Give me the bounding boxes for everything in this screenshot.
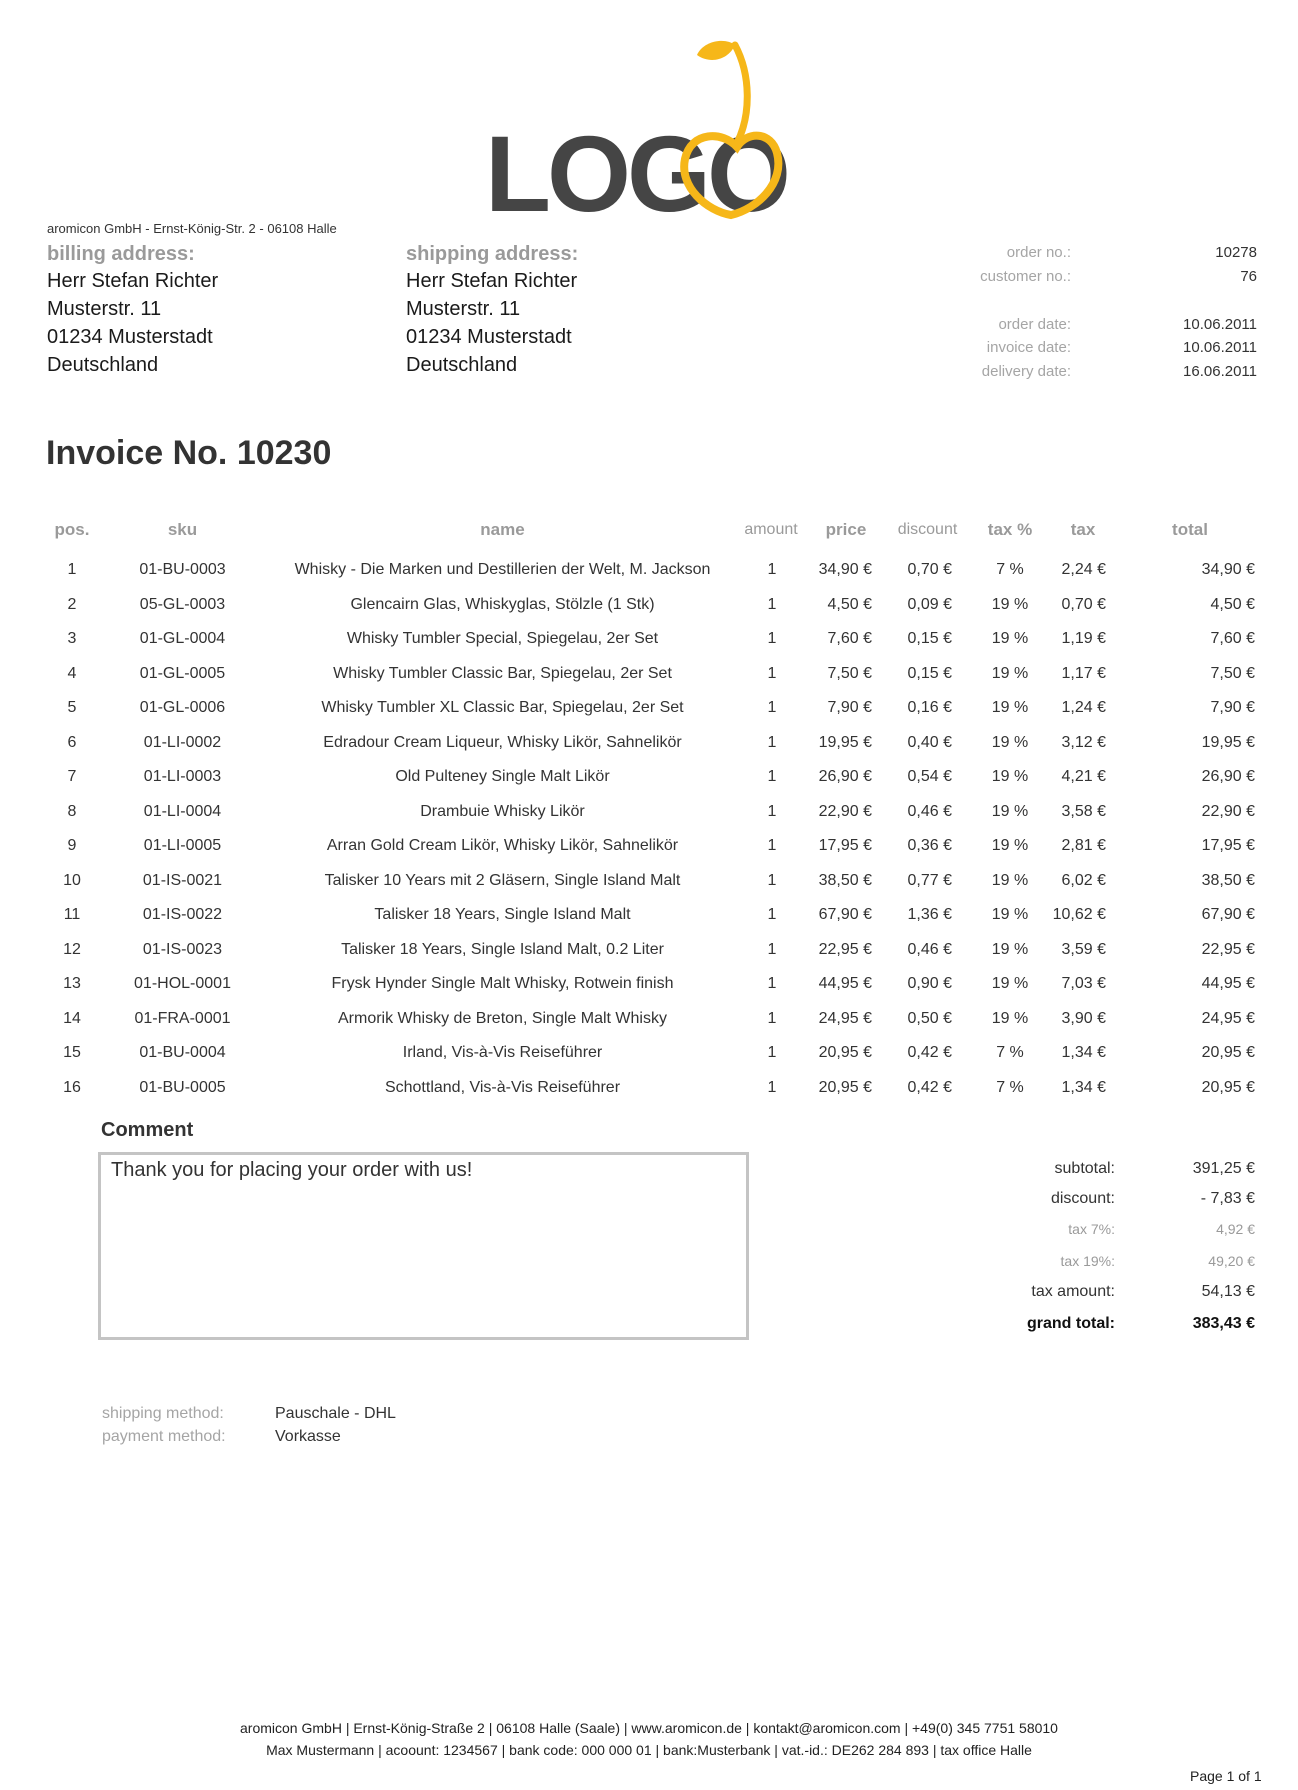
- row-tax-percent: 19 %: [991, 699, 1029, 716]
- page-number: Page 1 of 1: [1190, 1768, 1262, 1784]
- row-name: Armorik Whisky de Breton, Single Malt Whisky: [338, 1009, 667, 1027]
- row-sku: 01-HOL-0001: [134, 975, 231, 992]
- row-tax-percent: 19 %: [991, 733, 1029, 751]
- delivery-date-value: 16.06.2011: [1183, 363, 1257, 380]
- row-sku: 01-LI-0002: [143, 733, 222, 751]
- row-pos: 8: [67, 802, 77, 820]
- grand-total-label: grand total:: [1027, 1315, 1115, 1332]
- row-price: 26,90 €: [818, 768, 872, 785]
- row-tax-percent: 7 %: [996, 1078, 1024, 1096]
- row-discount: 0,40 €: [907, 733, 952, 751]
- row-price: 7,60 €: [827, 630, 872, 647]
- row-tax-percent: 19 %: [991, 595, 1029, 613]
- cherry-leaf-icon: [697, 41, 735, 60]
- row-price: 67,90 €: [818, 906, 872, 923]
- col-header-price: price: [825, 520, 867, 539]
- row-tax-percent: 19 %: [991, 871, 1029, 889]
- row-tax: 7,03 €: [1061, 975, 1106, 992]
- row-amount: 1: [767, 664, 777, 682]
- row-price: 22,90 €: [818, 802, 872, 820]
- row-name: Drambuie Whisky Likör: [420, 802, 585, 820]
- row-total: 24,95 €: [1201, 1009, 1255, 1027]
- row-discount: 0,16 €: [907, 699, 952, 716]
- shipping-line: Musterstr. 11: [406, 298, 521, 320]
- row-price: 20,95 €: [818, 1044, 872, 1061]
- row-tax-percent: 19 %: [991, 630, 1029, 647]
- col-header-amount: amount: [744, 521, 798, 538]
- grand-total-value: 383,43 €: [1192, 1315, 1255, 1332]
- row-pos: 2: [67, 595, 77, 613]
- row-sku: 01-BU-0003: [139, 561, 226, 578]
- table-row: [0, 630, 1298, 660]
- customer-no-value: 76: [1240, 268, 1257, 285]
- row-pos: 7: [67, 768, 77, 785]
- row-discount: 0,46 €: [907, 940, 952, 958]
- order-date-value: 10.06.2011: [1183, 316, 1257, 333]
- row-sku: 01-LI-0004: [143, 802, 222, 820]
- row-price: 7,50 €: [827, 664, 872, 682]
- table-row: [0, 768, 1298, 798]
- row-total: 4,50 €: [1210, 595, 1255, 613]
- row-total: 20,95 €: [1201, 1044, 1255, 1061]
- table-row: [0, 561, 1298, 591]
- row-total: 20,95 €: [1201, 1078, 1255, 1096]
- company-logo: [485, 35, 825, 220]
- row-amount: 1: [767, 733, 777, 751]
- tax19-value: 49,20 €: [1208, 1253, 1255, 1269]
- row-tax: 3,59 €: [1061, 940, 1106, 958]
- row-pos: 9: [67, 837, 77, 854]
- row-pos: 10: [63, 871, 81, 889]
- row-total: 38,50 €: [1201, 871, 1255, 889]
- table-row: [0, 906, 1298, 936]
- subtotal-value: 391,25 €: [1192, 1160, 1255, 1177]
- sender-line: aromicon GmbH - Ernst-König-Str. 2 - 06108 Halle: [47, 221, 337, 236]
- row-price: 22,95 €: [818, 940, 872, 958]
- order-no-value: 10278: [1215, 244, 1257, 261]
- row-total: 34,90 €: [1201, 561, 1255, 578]
- row-sku: 01-GL-0004: [139, 630, 226, 647]
- row-sku: 01-IS-0023: [142, 940, 223, 958]
- row-tax-percent: 19 %: [991, 940, 1029, 958]
- row-tax: 3,12 €: [1061, 733, 1106, 751]
- row-amount: 1: [767, 1078, 777, 1096]
- table-row: [0, 699, 1298, 729]
- invoice-title: Invoice No. 10230: [46, 434, 332, 472]
- row-price: 44,95 €: [818, 975, 872, 992]
- tax7-value: 4,92 €: [1216, 1221, 1255, 1237]
- row-name: Schottland, Vis-à-Vis Reiseführer: [384, 1078, 621, 1096]
- row-sku: 01-BU-0004: [139, 1044, 226, 1061]
- table-row: [0, 596, 1298, 626]
- row-sku: 01-IS-0021: [142, 871, 223, 889]
- row-pos: 11: [63, 906, 81, 923]
- discount-label: discount:: [1050, 1190, 1115, 1207]
- row-name: Irland, Vis-à-Vis Reiseführer: [402, 1044, 603, 1061]
- row-sku: 01-GL-0006: [139, 699, 226, 716]
- table-row: [0, 665, 1298, 695]
- subtotal-label: subtotal:: [1054, 1160, 1115, 1177]
- footer-line-2: Max Mustermann | acoount: 1234567 | bank code: 000 000 01 | bank:Musterbank | vat.-id.: DE262 284 893 | tax office Halle: [266, 1742, 1032, 1758]
- tax19-label: tax 19%:: [1060, 1253, 1115, 1269]
- row-amount: 1: [767, 630, 777, 647]
- row-total: 7,50 €: [1210, 664, 1255, 682]
- row-discount: 0,77 €: [907, 871, 952, 889]
- row-discount: 0,90 €: [907, 975, 952, 992]
- row-pos: 3: [67, 630, 77, 647]
- row-amount: 1: [767, 768, 777, 785]
- discount-value: - 7,83 €: [1200, 1190, 1255, 1207]
- row-amount: 1: [767, 871, 777, 889]
- row-name: Arran Gold Cream Likör, Whisky Likör, Sahnelikör: [326, 837, 679, 854]
- row-total: 22,95 €: [1201, 940, 1255, 958]
- row-total: 7,60 €: [1210, 630, 1255, 647]
- row-discount: 0,50 €: [907, 1009, 952, 1027]
- row-tax: 2,81 €: [1061, 837, 1106, 854]
- row-amount: 1: [767, 975, 777, 992]
- billing-line: Herr Stefan Richter: [47, 270, 219, 292]
- row-amount: 1: [767, 940, 777, 958]
- row-price: 34,90 €: [818, 561, 872, 578]
- comment-box: [98, 1152, 749, 1340]
- row-name: Whisky Tumbler Special, Spiegelau, 2er Set: [346, 630, 659, 647]
- table-row: [0, 1010, 1298, 1040]
- col-header-discount: discount: [897, 521, 958, 538]
- row-tax: 2,24 €: [1061, 561, 1106, 578]
- row-price: 7,90 €: [827, 699, 872, 716]
- row-name: Edradour Cream Liqueur, Whisky Likör, Sahnelikör: [323, 733, 682, 751]
- comment-heading: Comment: [101, 1119, 194, 1141]
- row-tax-percent: 19 %: [991, 975, 1029, 992]
- row-price: 17,95 €: [818, 837, 872, 854]
- row-tax: 1,34 €: [1061, 1044, 1106, 1061]
- shipping-line: Deutschland: [406, 354, 518, 376]
- table-row: [0, 837, 1298, 867]
- row-price: 4,50 €: [827, 595, 872, 613]
- tax-amount-label: tax amount:: [1031, 1283, 1115, 1300]
- footer-line-1: aromicon GmbH | Ernst-König-Straße 2 | 06108 Halle (Saale) | www.aromicon.de | kontakt@aromicon.com | +49(0) 345 7751 58010: [240, 1720, 1058, 1736]
- customer-no-label: customer no.:: [980, 268, 1071, 285]
- tax-amount-value: 54,13 €: [1201, 1283, 1255, 1300]
- delivery-date-label: delivery date:: [981, 363, 1071, 380]
- row-discount: 0,42 €: [907, 1044, 952, 1061]
- row-name: Whisky - Die Marken und Destillerien der Welt, M. Jackson: [294, 561, 711, 578]
- table-row: [0, 734, 1298, 764]
- row-discount: 0,46 €: [907, 802, 952, 820]
- row-tax: 10,62 €: [1052, 906, 1106, 923]
- table-row: [0, 941, 1298, 971]
- row-tax-percent: 19 %: [991, 768, 1029, 785]
- row-discount: 0,54 €: [907, 768, 952, 785]
- row-sku: 05-GL-0003: [139, 595, 226, 613]
- row-discount: 1,36 €: [907, 906, 952, 923]
- billing-line: 01234 Musterstadt: [47, 326, 213, 348]
- row-pos: 5: [67, 699, 77, 716]
- row-amount: 1: [767, 561, 777, 578]
- col-header-pos: pos.: [54, 520, 90, 539]
- row-tax: 1,24 €: [1061, 699, 1106, 716]
- row-pos: 14: [63, 1009, 81, 1027]
- row-discount: 0,09 €: [907, 595, 952, 613]
- comment-text: Thank you for placing your order with us!: [111, 1159, 473, 1181]
- row-sku: 01-BU-0005: [139, 1078, 226, 1096]
- shipping-method-value: Pauschale - DHL: [275, 1405, 396, 1422]
- row-price: 20,95 €: [818, 1078, 872, 1096]
- shipping-line: Herr Stefan Richter: [406, 270, 578, 292]
- row-total: 44,95 €: [1201, 975, 1255, 992]
- row-amount: 1: [767, 1009, 777, 1027]
- row-sku: 01-LI-0005: [143, 837, 222, 854]
- row-pos: 6: [67, 733, 77, 751]
- col-header-name: name: [480, 520, 525, 539]
- row-name: Talisker 18 Years, Single Island Malt, 0.2 Liter: [341, 940, 664, 958]
- row-total: 26,90 €: [1201, 768, 1255, 785]
- row-tax-percent: 19 %: [991, 906, 1029, 923]
- shipping-method-label: shipping method:: [102, 1405, 224, 1422]
- row-tax: 6,02 €: [1061, 871, 1106, 889]
- row-discount: 0,36 €: [907, 837, 952, 854]
- row-name: Frysk Hynder Single Malt Whisky, Rotwein finish: [331, 975, 674, 992]
- row-tax-percent: 19 %: [991, 837, 1029, 854]
- col-header-tax: tax: [1070, 520, 1096, 539]
- billing-heading: billing address:: [47, 243, 195, 265]
- billing-line: Deutschland: [47, 354, 159, 376]
- row-tax: 1,34 €: [1061, 1078, 1106, 1096]
- row-discount: 0,70 €: [907, 561, 952, 578]
- row-tax-percent: 19 %: [991, 1009, 1029, 1027]
- row-tax: 3,90 €: [1061, 1009, 1106, 1027]
- row-name: Glencairn Glas, Whiskyglas, Stölzle (1 Stk): [350, 595, 655, 613]
- row-pos: 12: [63, 940, 81, 958]
- row-price: 38,50 €: [818, 871, 872, 889]
- col-header-sku: sku: [167, 520, 198, 539]
- row-tax: 0,70 €: [1061, 595, 1106, 613]
- row-amount: 1: [767, 699, 777, 716]
- row-discount: 0,42 €: [907, 1078, 952, 1096]
- row-name: Whisky Tumbler Classic Bar, Spiegelau, 2er Set: [333, 664, 672, 682]
- row-discount: 0,15 €: [907, 664, 952, 682]
- col-header-tax-percent: tax %: [987, 520, 1033, 539]
- order-no-label: order no.:: [1006, 244, 1071, 261]
- invoice-date-label: invoice date:: [986, 339, 1071, 356]
- row-name: Old Pulteney Single Malt Likör: [395, 768, 610, 785]
- row-price: 19,95 €: [818, 733, 872, 751]
- row-tax-percent: 7 %: [996, 1044, 1024, 1061]
- row-amount: 1: [767, 837, 777, 854]
- row-pos: 15: [63, 1044, 81, 1061]
- row-total: 7,90 €: [1210, 699, 1255, 716]
- row-name: Talisker 10 Years mit 2 Gläsern, Single Island Malt: [324, 871, 681, 889]
- row-name: Whisky Tumbler XL Classic Bar, Spiegelau, 2er Set: [321, 699, 684, 716]
- row-amount: 1: [767, 802, 777, 820]
- row-amount: 1: [767, 1044, 777, 1061]
- row-tax-percent: 19 %: [991, 802, 1029, 820]
- row-total: 19,95 €: [1201, 733, 1255, 751]
- row-sku: 01-IS-0022: [142, 906, 223, 923]
- row-pos: 1: [67, 561, 77, 578]
- row-tax: 1,19 €: [1061, 630, 1106, 647]
- row-name: Talisker 18 Years, Single Island Malt: [374, 906, 631, 923]
- row-amount: 1: [767, 906, 777, 923]
- billing-line: Musterstr. 11: [47, 298, 162, 320]
- row-tax-percent: 7 %: [996, 561, 1024, 578]
- row-tax: 1,17 €: [1061, 664, 1106, 682]
- table-row: [0, 1044, 1298, 1074]
- row-pos: 4: [67, 664, 77, 682]
- row-tax: 4,21 €: [1061, 768, 1106, 785]
- order-date-label: order date:: [998, 316, 1071, 333]
- row-total: 67,90 €: [1201, 906, 1255, 923]
- tax7-label: tax 7%:: [1068, 1221, 1115, 1237]
- row-total: 17,95 €: [1201, 837, 1255, 854]
- logo-graphic: [485, 35, 825, 220]
- col-header-total: total: [1172, 520, 1208, 539]
- payment-method-label: payment method:: [102, 1428, 226, 1445]
- row-sku: 01-GL-0005: [139, 664, 226, 682]
- row-pos: 16: [63, 1078, 81, 1096]
- row-tax: 3,58 €: [1061, 802, 1106, 820]
- row-pos: 13: [63, 975, 81, 992]
- row-total: 22,90 €: [1201, 802, 1255, 820]
- shipping-heading: shipping address:: [406, 243, 579, 265]
- row-sku: 01-LI-0003: [143, 768, 222, 785]
- invoice-date-value: 10.06.2011: [1183, 339, 1257, 356]
- row-discount: 0,15 €: [907, 630, 952, 647]
- row-amount: 1: [767, 595, 777, 613]
- table-row: [0, 803, 1298, 833]
- table-row: [0, 975, 1298, 1005]
- table-row: [0, 872, 1298, 902]
- table-row: [0, 1079, 1298, 1109]
- row-tax-percent: 19 %: [991, 664, 1029, 682]
- logo-text: LOGO: [485, 113, 787, 220]
- row-sku: 01-FRA-0001: [134, 1009, 231, 1027]
- shipping-line: 01234 Musterstadt: [406, 326, 572, 348]
- payment-method-value: Vorkasse: [275, 1428, 341, 1445]
- row-price: 24,95 €: [818, 1009, 872, 1027]
